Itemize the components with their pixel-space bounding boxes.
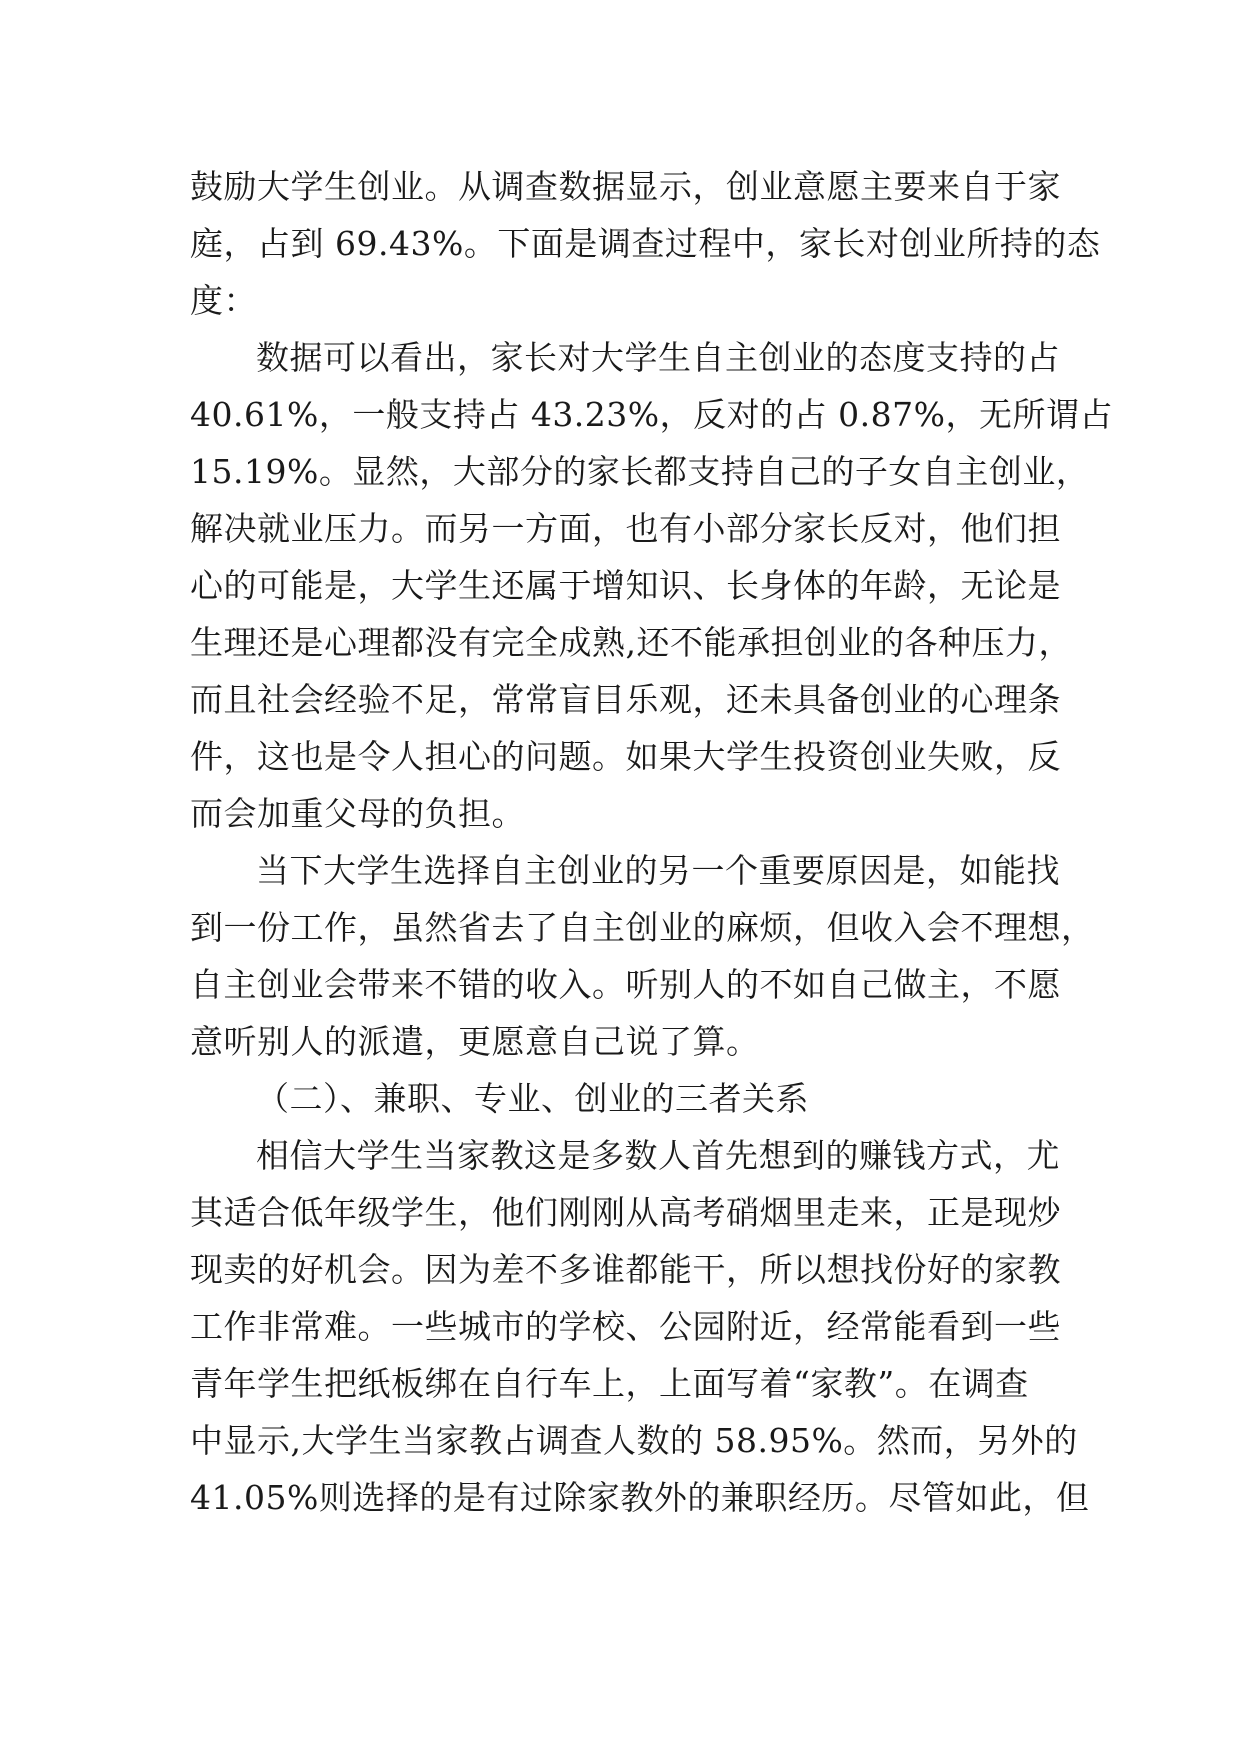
text-line: 意听别人的派遣，更愿意自己说了算。 (190, 1022, 760, 1061)
text-line: 41.05%则选择的是有过除家教外的兼职经历。尽管如此，但 (190, 1478, 1090, 1517)
text-line: 件，这也是令人担心的问题。如果大学生投资创业失败，反 (190, 737, 1061, 776)
text-line: 生理还是心理都没有完全成熟,还不能承担创业的各种压力， (190, 623, 1072, 662)
text-line: 15.19%。显然，大部分的家长都支持自己的子女自主创业， (190, 452, 1090, 491)
document-page (190, 158, 1113, 1526)
text-line: 鼓励大学生创业。从调查数据显示，创业意愿主要来自于家 (190, 167, 1061, 206)
text-line: 心的可能是，大学生还属于增知识、长身体的年龄，无论是 (190, 566, 1061, 605)
text-line: 40.61%，一般支持占 43.23%，反对的占 0.87%，无所谓占 (190, 395, 1113, 434)
text-line: 中显示,大学生当家教占调查人数的 58.95%。然而，另外的 (190, 1421, 1078, 1460)
text-line: 到一份工作，虽然省去了自主创业的麻烦，但收入会不理想， (190, 908, 1095, 947)
text-line: 解决就业压力。而另一方面，也有小部分家长反对，他们担 (190, 509, 1061, 548)
paragraph-first-line: 相信大学生当家教这是多数人首先想到的赚钱方式，尤 (256, 1136, 1060, 1175)
section-heading: （二）、兼职、专业、创业的三者关系 (256, 1079, 809, 1118)
paragraph-first-line: 当下大学生选择自主创业的另一个重要原因是，如能找 (256, 851, 1060, 890)
text-line: 工作非常难。一些城市的学校、公园附近，经常能看到一些 (190, 1307, 1061, 1346)
text-line: 自主创业会带来不错的收入。听别人的不如自己做主，不愿 (190, 965, 1061, 1004)
text-line: 现卖的好机会。因为差不多谁都能干，所以想找份好的家教 (190, 1250, 1061, 1289)
text-line: 而且社会经验不足，常常盲目乐观，还未具备创业的心理条 (190, 680, 1061, 719)
paragraph-first-line: 数据可以看出，家长对大学生自主创业的态度支持的占 (256, 338, 1060, 377)
text-line: 而会加重父母的负担。 (190, 794, 525, 833)
text-line: 庭，占到 69.43%。下面是调查过程中，家长对创业所持的态 (190, 224, 1101, 263)
text-line: 度： (190, 281, 257, 320)
text-line: 其适合低年级学生，他们刚刚从高考硝烟里走来，正是现炒 (190, 1193, 1061, 1232)
text-line: 青年学生把纸板绑在自行车上，上面写着“家教”。在调查 (190, 1364, 1029, 1403)
